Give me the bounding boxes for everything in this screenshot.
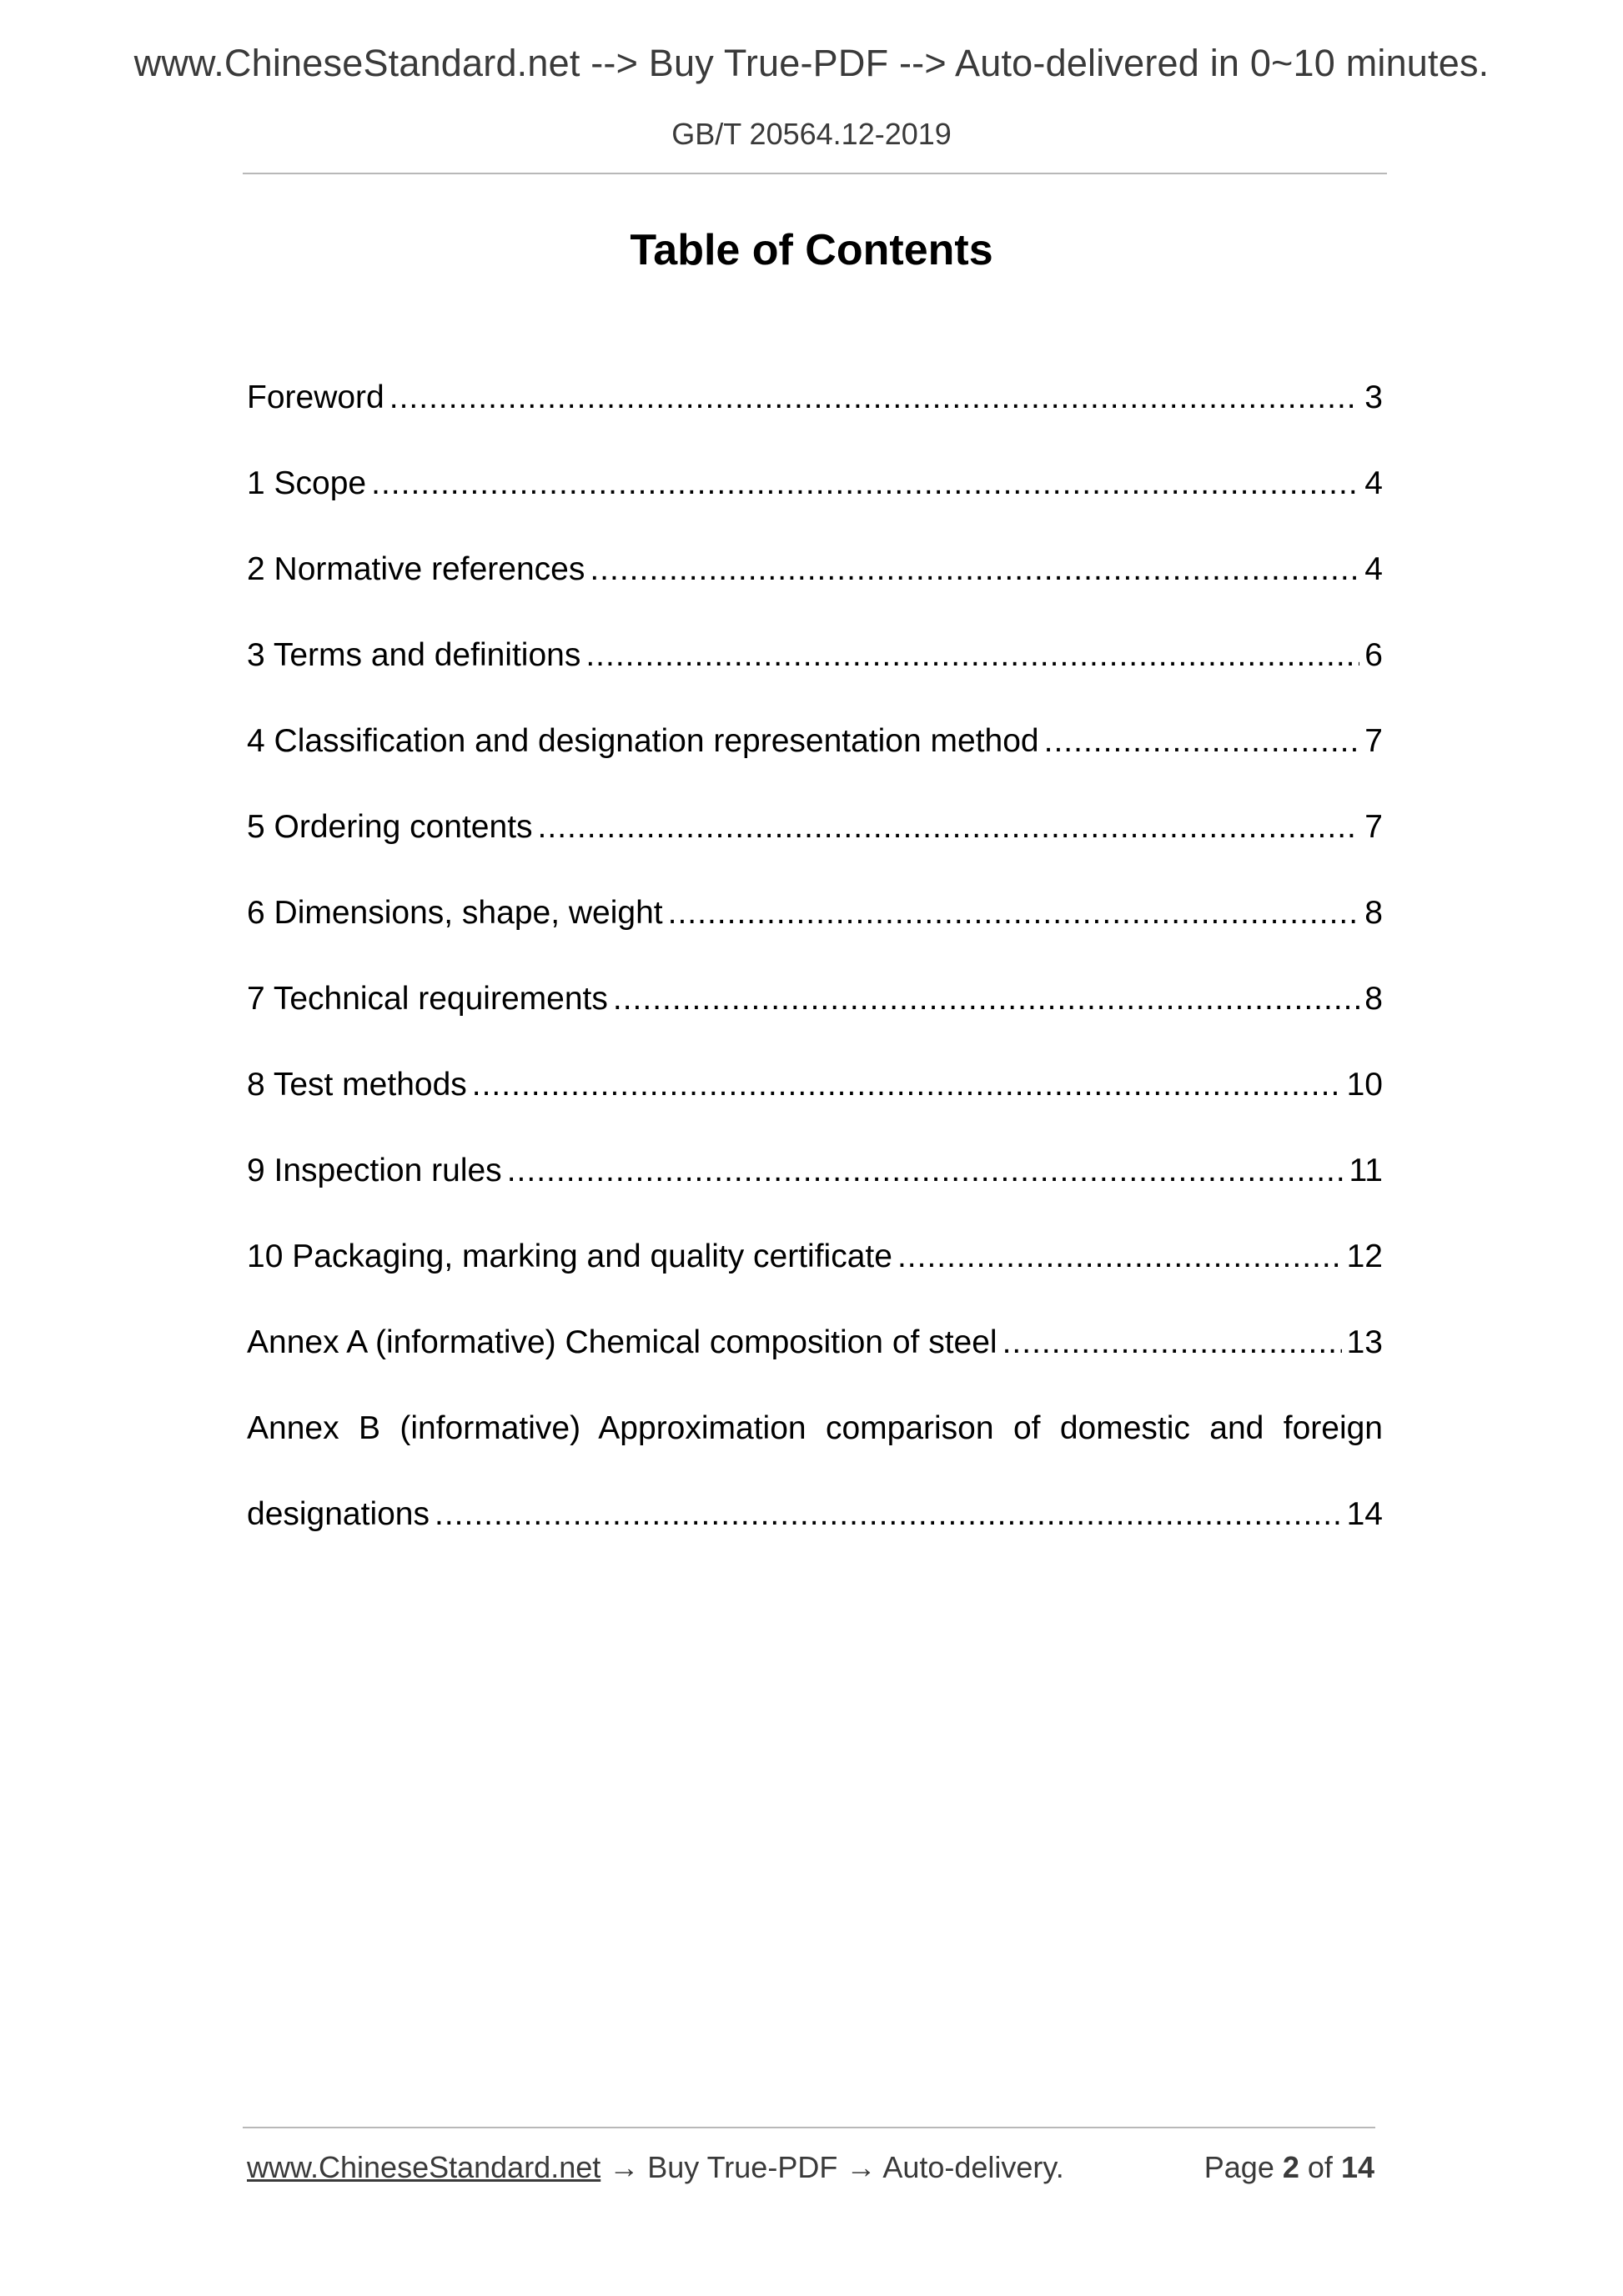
toc-entry-page: 13 [1346,1324,1383,1360]
header-divider [243,173,1387,174]
toc-entry-label: 4 Classification and designation representation method [247,723,1039,759]
toc-entry-label: 7 Technical requirements [247,981,608,1017]
toc-entry-test-methods[interactable] [247,1042,1383,1128]
page-number [1204,2150,1374,2185]
dot-leader [613,982,1359,1015]
dot-leader [585,639,1359,671]
toc-entry-label: 6 Dimensions, shape, weight [247,895,663,931]
footer-divider [243,2127,1375,2128]
footer-tagline: → Buy True-PDF → Auto-delivery. [600,2150,1064,2184]
toc-entry-inspection-rules[interactable] [247,1128,1383,1213]
toc-entry-page: 7 [1364,809,1383,845]
dot-leader [389,381,1360,414]
dot-leader [897,1240,1342,1273]
toc-entry-annex-b-line1[interactable]: Annex B (informative) Approximation comparison of domestic and foreign [247,1410,1383,1446]
dot-leader [472,1068,1342,1101]
toc-entry-label: 10 Packaging, marking and quality certificate [247,1238,892,1274]
toc-entry-page: 6 [1364,637,1383,673]
page-word: Page [1203,2150,1274,2184]
toc-entry-packaging[interactable] [247,1213,1383,1299]
toc-entry-page: 3 [1364,379,1383,415]
toc-entry-foreword[interactable] [247,354,1383,440]
toc-entry-page: 7 [1364,723,1383,759]
footer-site-link[interactable]: www.ChineseStandard.net [247,2150,601,2184]
toc-entry-page: 8 [1364,981,1383,1017]
toc-entry-label: 1 Scope [247,465,367,501]
toc-entry-page: 12 [1346,1238,1383,1274]
toc-entry-label: 9 Inspection rules [247,1153,502,1188]
dot-leader [371,467,1359,500]
toc-entry-scope[interactable] [247,440,1383,526]
dot-leader [1044,725,1360,757]
table-of-contents [247,354,1383,1557]
toc-entry-page: 10 [1346,1067,1383,1103]
toc-entry-annex-a[interactable] [247,1299,1383,1385]
toc-entry-normative-references[interactable] [247,526,1383,612]
toc-entry-page: 4 [1364,465,1383,501]
dot-leader [668,897,1360,929]
toc-entry-label: Annex A (informative) Chemical composition of steel [247,1324,997,1360]
toc-entry-page: 11 [1349,1153,1383,1188]
toc-entry-page: 8 [1364,895,1383,931]
toc-entry-classification[interactable] [247,698,1383,784]
toc-entry-technical-requirements[interactable] [247,956,1383,1042]
toc-entry-label: designations [247,1496,430,1532]
toc-title: Table of Contents [630,226,993,274]
toc-entry-ordering-contents[interactable] [247,784,1383,870]
footer-left [247,2150,1064,2185]
toc-entry-terms-definitions[interactable] [247,612,1383,698]
of-word: of [1307,2150,1333,2184]
dot-leader [1002,1326,1342,1359]
toc-entry-label: 2 Normative references [247,551,585,587]
dot-leader [538,811,1360,843]
dot-leader [590,553,1359,585]
top-banner: www.ChineseStandard.net --> Buy True-PDF --> Auto-delivered in 0~10 minutes. [133,42,1490,84]
page-total: 14 [1340,2150,1374,2184]
toc-entry-page: 14 [1346,1496,1383,1532]
page-current: 2 [1282,2150,1299,2184]
toc-entry-label: 3 Terms and definitions [247,637,581,673]
toc-entry-label: 5 Ordering contents [247,809,533,845]
toc-entry-label: 8 Test methods [247,1067,467,1103]
toc-entry-annex-b[interactable] [247,1471,1383,1557]
dot-leader [435,1498,1342,1530]
toc-entry-page: 4 [1364,551,1383,587]
document-code: GB/T 20564.12-2019 [671,117,952,151]
toc-entry-label: Foreword [247,379,384,415]
dot-leader [507,1154,1344,1187]
toc-entry-dimensions[interactable] [247,870,1383,956]
